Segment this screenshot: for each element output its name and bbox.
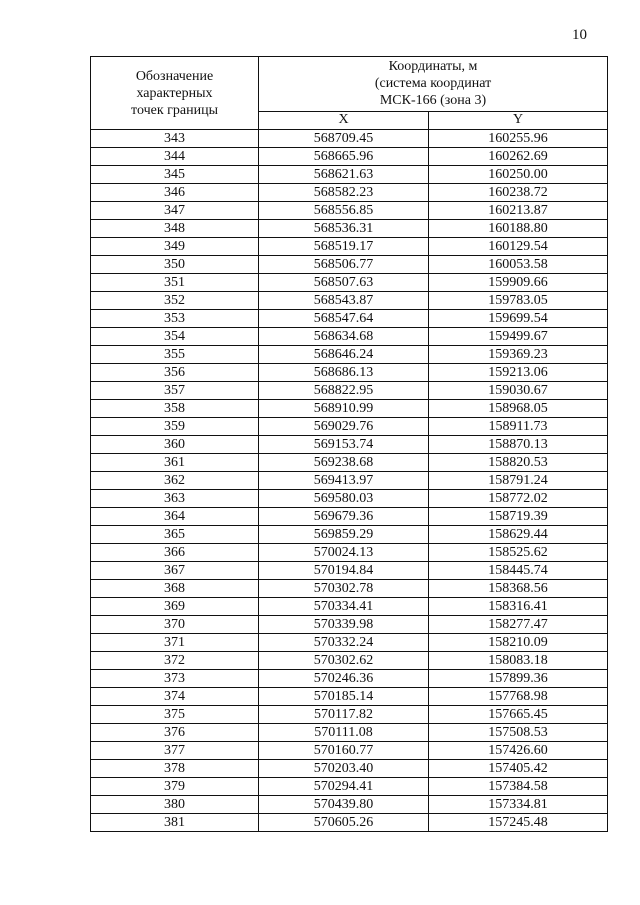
- y-coordinate-cell: 157508.53: [429, 724, 608, 742]
- table-row: [91, 508, 608, 526]
- point-number-cell: 373: [91, 670, 259, 688]
- points-header-line: характерных: [136, 85, 213, 101]
- x-coordinate-cell: 570439.80: [259, 796, 429, 814]
- x-coordinate-cell: 568507.63: [259, 274, 429, 292]
- x-coordinate-cell: 569153.74: [259, 436, 429, 454]
- y-coordinate-cell: 158525.62: [429, 544, 608, 562]
- table-body: [91, 130, 608, 832]
- x-coordinate-cell: 570332.24: [259, 634, 429, 652]
- point-number-cell: 361: [91, 454, 259, 472]
- table-row: [91, 490, 608, 508]
- point-number-cell: 347: [91, 202, 259, 220]
- point-number-cell: 348: [91, 220, 259, 238]
- table-row: [91, 256, 608, 274]
- x-coordinate-cell: 569029.76: [259, 418, 429, 436]
- point-number-cell: 349: [91, 238, 259, 256]
- table-row: [91, 544, 608, 562]
- y-coordinate-cell: 158445.74: [429, 562, 608, 580]
- point-number-cell: 381: [91, 814, 259, 832]
- point-number-cell: 378: [91, 760, 259, 778]
- x-coordinate-cell: 570294.41: [259, 778, 429, 796]
- coords-header-line: МСК-166 (зона 3): [379, 93, 487, 109]
- table-row: [91, 706, 608, 724]
- table-row: [91, 562, 608, 580]
- y-coordinate-cell: 159783.05: [429, 292, 608, 310]
- x-coordinate-cell: 568665.96: [259, 148, 429, 166]
- table-row: [91, 400, 608, 418]
- point-number-cell: 352: [91, 292, 259, 310]
- point-number-cell: 350: [91, 256, 259, 274]
- point-number-cell: 379: [91, 778, 259, 796]
- page-number: 10: [572, 27, 587, 43]
- y-coordinate-cell: 158083.18: [429, 652, 608, 670]
- point-number-cell: 363: [91, 490, 259, 508]
- table-row: [91, 616, 608, 634]
- x-coordinate-cell: 568536.31: [259, 220, 429, 238]
- table-row: [91, 526, 608, 544]
- table-row: [91, 202, 608, 220]
- x-coordinate-cell: 568634.68: [259, 328, 429, 346]
- y-coordinate-cell: 160129.54: [429, 238, 608, 256]
- y-coordinate-cell: 157768.98: [429, 688, 608, 706]
- point-number-cell: 345: [91, 166, 259, 184]
- table-row: [91, 454, 608, 472]
- y-coordinate-cell: 159369.23: [429, 346, 608, 364]
- table-row: [91, 580, 608, 598]
- point-number-cell: 365: [91, 526, 259, 544]
- point-number-cell: 360: [91, 436, 259, 454]
- x-coordinate-cell: 569859.29: [259, 526, 429, 544]
- point-number-cell: 343: [91, 130, 259, 148]
- point-number-cell: 362: [91, 472, 259, 490]
- x-coordinate-cell: 570203.40: [259, 760, 429, 778]
- x-coordinate-cell: 570605.26: [259, 814, 429, 832]
- point-number-cell: 358: [91, 400, 259, 418]
- point-number-cell: 344: [91, 148, 259, 166]
- x-coordinate-cell: 570302.78: [259, 580, 429, 598]
- y-coordinate-cell: 159030.67: [429, 382, 608, 400]
- point-number-cell: 377: [91, 742, 259, 760]
- table-row: [91, 688, 608, 706]
- point-number-cell: 380: [91, 796, 259, 814]
- point-number-cell: 374: [91, 688, 259, 706]
- table-row: [91, 778, 608, 796]
- x-coordinate-cell: 568506.77: [259, 256, 429, 274]
- y-coordinate-cell: 160213.87: [429, 202, 608, 220]
- y-coordinate-cell: 157405.42: [429, 760, 608, 778]
- point-number-cell: 376: [91, 724, 259, 742]
- x-coordinate-cell: 570246.36: [259, 670, 429, 688]
- y-coordinate-cell: 160250.00: [429, 166, 608, 184]
- table-row: [91, 292, 608, 310]
- y-coordinate-cell: 158277.47: [429, 616, 608, 634]
- y-coordinate-cell: 158791.24: [429, 472, 608, 490]
- y-coordinate-cell: 157334.81: [429, 796, 608, 814]
- table-row: [91, 796, 608, 814]
- table-row: [91, 652, 608, 670]
- coordinates-table: [90, 56, 608, 832]
- table-row: [91, 814, 608, 832]
- y-coordinate-cell: 160262.69: [429, 148, 608, 166]
- y-coordinate-cell: 158210.09: [429, 634, 608, 652]
- table-row: [91, 364, 608, 382]
- y-coordinate-cell: 160053.58: [429, 256, 608, 274]
- table-row: [91, 724, 608, 742]
- table-row: [91, 760, 608, 778]
- x-column-header: X: [259, 111, 429, 129]
- table-row: [91, 472, 608, 490]
- point-number-cell: 346: [91, 184, 259, 202]
- point-number-cell: 351: [91, 274, 259, 292]
- x-coordinate-cell: 568543.87: [259, 292, 429, 310]
- table-row: [91, 328, 608, 346]
- table-row: [91, 418, 608, 436]
- x-coordinate-cell: 570194.84: [259, 562, 429, 580]
- points-header-line: Обозначение: [135, 68, 214, 84]
- point-number-cell: 372: [91, 652, 259, 670]
- table-row: [91, 346, 608, 364]
- table-row: [91, 310, 608, 328]
- y-coordinate-cell: 160188.80: [429, 220, 608, 238]
- point-number-cell: 369: [91, 598, 259, 616]
- y-coordinate-cell: 157426.60: [429, 742, 608, 760]
- x-coordinate-cell: 568621.63: [259, 166, 429, 184]
- point-number-cell: 354: [91, 328, 259, 346]
- x-coordinate-cell: 568556.85: [259, 202, 429, 220]
- point-number-cell: 375: [91, 706, 259, 724]
- x-coordinate-cell: 568822.95: [259, 382, 429, 400]
- x-coordinate-cell: 568646.24: [259, 346, 429, 364]
- y-coordinate-cell: 160238.72: [429, 184, 608, 202]
- coordinates-column-header: [259, 57, 608, 112]
- point-number-cell: 367: [91, 562, 259, 580]
- table-row: [91, 436, 608, 454]
- table-row: [91, 634, 608, 652]
- y-coordinate-cell: 160255.96: [429, 130, 608, 148]
- table-row: [91, 148, 608, 166]
- y-coordinate-cell: 158870.13: [429, 436, 608, 454]
- point-number-cell: 356: [91, 364, 259, 382]
- x-coordinate-cell: 570185.14: [259, 688, 429, 706]
- x-coordinate-cell: 568547.64: [259, 310, 429, 328]
- table-row: [91, 238, 608, 256]
- y-coordinate-cell: 157384.58: [429, 778, 608, 796]
- x-coordinate-cell: 568910.99: [259, 400, 429, 418]
- table-row: [91, 598, 608, 616]
- x-coordinate-cell: 568519.17: [259, 238, 429, 256]
- x-coordinate-cell: 570339.98: [259, 616, 429, 634]
- table-row: [91, 166, 608, 184]
- point-number-cell: 353: [91, 310, 259, 328]
- table-row: [91, 184, 608, 202]
- table-row: [91, 382, 608, 400]
- x-coordinate-cell: 570111.08: [259, 724, 429, 742]
- y-coordinate-cell: 159909.66: [429, 274, 608, 292]
- y-coordinate-cell: 158316.41: [429, 598, 608, 616]
- y-coordinate-cell: 157245.48: [429, 814, 608, 832]
- table-row: [91, 670, 608, 688]
- x-coordinate-cell: 568686.13: [259, 364, 429, 382]
- x-coordinate-cell: 568582.23: [259, 184, 429, 202]
- x-coordinate-cell: 569679.36: [259, 508, 429, 526]
- point-number-cell: 359: [91, 418, 259, 436]
- y-coordinate-cell: 157665.45: [429, 706, 608, 724]
- table-row: [91, 130, 608, 148]
- x-coordinate-cell: 570160.77: [259, 742, 429, 760]
- x-coordinate-cell: 569413.97: [259, 472, 429, 490]
- y-coordinate-cell: 158719.39: [429, 508, 608, 526]
- table-row: [91, 274, 608, 292]
- table-row: [91, 220, 608, 238]
- y-coordinate-cell: 158772.02: [429, 490, 608, 508]
- x-coordinate-cell: 568709.45: [259, 130, 429, 148]
- points-column-header: [91, 57, 259, 130]
- y-coordinate-cell: 158820.53: [429, 454, 608, 472]
- points-header-line: точек границы: [131, 102, 218, 118]
- coords-header-line: Координаты, м: [388, 59, 478, 75]
- point-number-cell: 355: [91, 346, 259, 364]
- x-coordinate-cell: 570117.82: [259, 706, 429, 724]
- y-coordinate-cell: 159499.67: [429, 328, 608, 346]
- y-coordinate-cell: 159699.54: [429, 310, 608, 328]
- point-number-cell: 357: [91, 382, 259, 400]
- y-coordinate-cell: 158629.44: [429, 526, 608, 544]
- point-number-cell: 371: [91, 634, 259, 652]
- table-row: [91, 742, 608, 760]
- point-number-cell: 364: [91, 508, 259, 526]
- point-number-cell: 368: [91, 580, 259, 598]
- point-number-cell: 370: [91, 616, 259, 634]
- y-coordinate-cell: 158968.05: [429, 400, 608, 418]
- x-coordinate-cell: 570024.13: [259, 544, 429, 562]
- x-coordinate-cell: 570334.41: [259, 598, 429, 616]
- y-coordinate-cell: 158911.73: [429, 418, 608, 436]
- table-header: [91, 57, 608, 130]
- y-coordinate-cell: 157899.36: [429, 670, 608, 688]
- coords-header-line: (система координат: [374, 76, 492, 92]
- point-number-cell: 366: [91, 544, 259, 562]
- y-coordinate-cell: 159213.06: [429, 364, 608, 382]
- y-coordinate-cell: 158368.56: [429, 580, 608, 598]
- x-coordinate-cell: 570302.62: [259, 652, 429, 670]
- x-coordinate-cell: 569580.03: [259, 490, 429, 508]
- y-column-header: Y: [429, 111, 608, 129]
- x-coordinate-cell: 569238.68: [259, 454, 429, 472]
